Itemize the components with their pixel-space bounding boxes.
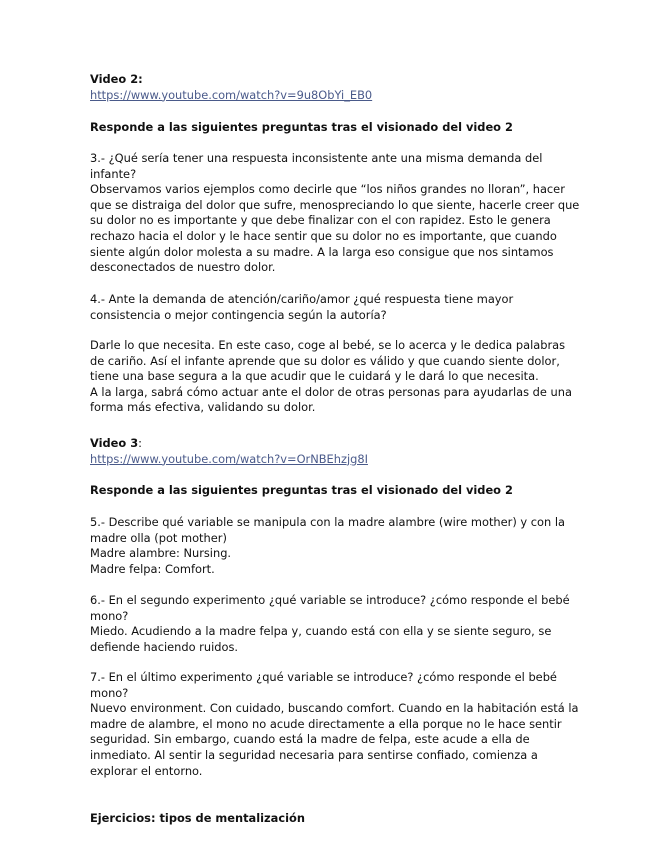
question-3-block	[90, 151, 580, 276]
video3-label: Video 3	[90, 436, 139, 450]
question-5: 5.- Describe qué variable se manipula con la madre alambre (wire mother) y con la madre olla (pot mother)	[90, 515, 565, 545]
video2-label: Video 2:	[90, 72, 143, 86]
video2-link[interactable]: https://www.youtube.com/watch?v=9u8ObYi_EB0	[90, 87, 373, 102]
answer-5-part-1: Madre alambre: Nursing.	[90, 546, 232, 561]
question-7-block	[90, 670, 580, 779]
answer-3: Observamos varios ejemplos como decirle que “los niños grandes no lloran”, hacer que se distraiga del dolor que sufre, menospreciando lo que siente, hacerle creer que su dolor no es importante y que debe finalizar con el con rapidez. Esto le genera rechazo hacia el dolor y le hace sentir que su dolor no es importante, que cuando siente algún dolor molesta a su madre. A la larga eso consigue que nos sintamos desconectados de nuestro dolor.	[90, 182, 580, 275]
question-7: 7.- En el último experimento ¿qué variable se introduce? ¿cómo responde el bebé mono?	[90, 670, 557, 700]
question-6-block	[90, 593, 580, 655]
answer-6: Miedo. Acudiendo a la madre felpa y, cuando está con ella y se siente seguro, se defiende haciendo ruidos.	[90, 624, 552, 654]
question-5-block	[90, 515, 580, 577]
question-4: 4.- Ante la demanda de atención/cariño/amor ¿qué respuesta tiene mayor consistencia o mejor contingencia según la autoría?	[90, 292, 514, 322]
video3-link[interactable]: https://www.youtube.com/watch?v=OrNBEhzjg8I	[90, 451, 368, 466]
answer-4-part-2: A la larga, sabrá cómo actuar ante el dolor de otras personas para ayudarlas de una forma más efectiva, validando su dolor.	[90, 384, 572, 415]
video2-questions-heading: Responde a las siguientes preguntas tras el visionado del video 2	[90, 120, 513, 134]
answer-7: Nuevo environment. Con cuidado, buscando comfort. Cuando en la habitación está la madre de alambre, el mono no acude directamente a ella porque no le hace sentir seguridad. Sin embargo, cuando está la madre de felpa, este acude a ella de inmediato. Al sentir la seguridad necesaria para sentirse confiado, comienza a explorar el entorno.	[90, 701, 579, 778]
question-3: 3.- ¿Qué sería tener una respuesta inconsistente ante una misma demanda del infante?	[90, 151, 543, 181]
video3-heading-block	[90, 483, 580, 499]
video2-section	[90, 72, 580, 103]
answer-4-part-1: Darle lo que necesita. En este caso, coge al bebé, se lo acerca y le dedica palabras de cariño. Así el infante aprende que su dolor es válido y que cuando siente dolor, tiene una base segura a la que acudir que le cuidará y le dará lo que necesita.	[90, 338, 566, 384]
exercises-heading: Ejercicios: tipos de mentalización	[90, 811, 305, 825]
question-4-block	[90, 292, 580, 323]
video3-section	[90, 436, 580, 467]
answer-5-part-2: Madre felpa: Comfort.	[90, 561, 215, 576]
answer-4-block	[90, 338, 580, 416]
video3-label-colon: :	[138, 436, 142, 450]
video2-heading-block	[90, 120, 580, 136]
exercises-heading-block	[90, 811, 580, 827]
video3-questions-heading: Responde a las siguientes preguntas tras el visionado del video 2	[90, 483, 513, 497]
question-6: 6.- En el segundo experimento ¿qué variable se introduce? ¿cómo responde el bebé mono?	[90, 593, 570, 623]
